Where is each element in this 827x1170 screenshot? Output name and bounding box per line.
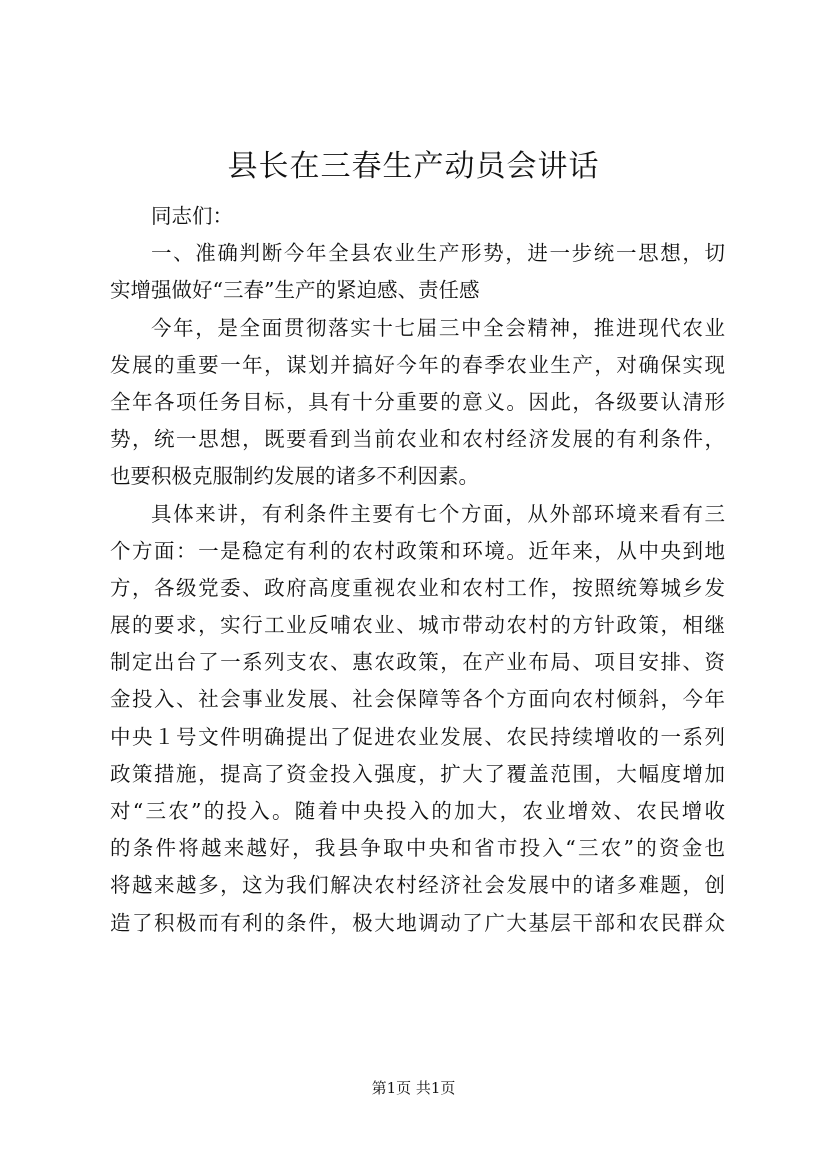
section-heading-line: 实增强做好“三春”生产的紧迫感、责任感 xyxy=(110,278,480,303)
paragraph-line: 个方面：一是稳定有利的农村政策和环境。近年来，从中央到地 xyxy=(110,538,725,563)
paragraph-line: 中央１号文件明确提出了促进农业发展、农民持续增收的一系列 xyxy=(110,724,725,749)
paragraph-line: 金投入、社会事业发展、社会保障等各个方面向农村倾斜，今年 xyxy=(110,687,725,712)
paragraph-line: 今年，是全面贯彻落实十七届三中全会精神，推进现代农业 xyxy=(151,315,725,340)
paragraph-line: 将越来越多，这为我们解决农村经济社会发展中的诸多难题，创 xyxy=(110,873,725,898)
paragraph-line: 的条件将越来越好，我县争取中央和省市投入“三农”的资金也 xyxy=(110,836,725,861)
document-body xyxy=(110,198,725,942)
paragraph-line: 具体来讲，有利条件主要有七个方面，从外部环境来看有三 xyxy=(151,501,725,526)
salutation-line: 同志们： xyxy=(151,204,233,228)
page-footer: 第1页 共1页 xyxy=(371,1079,456,1097)
paragraph-line: 方，各级党委、政府高度重视农业和农村工作，按照统筹城乡发 xyxy=(110,575,725,600)
paragraph-line: 造了积极而有利的条件，极大地调动了广大基层干部和农民群众 xyxy=(110,910,725,935)
section-heading-line: 一、准确判断今年全县农业生产形势，进一步统一思想，切 xyxy=(151,241,725,266)
paragraph-line: 政策措施，提高了资金投入强度，扩大了覆盖范围，大幅度增加 xyxy=(110,761,725,786)
paragraph-line: 势，统一思想，既要看到当前农业和农村经济发展的有利条件， xyxy=(110,427,725,452)
paragraph-line: 展的要求，实行工业反哺农业、城市带动农村的方针政策，相继 xyxy=(110,613,725,638)
paragraph-line: 发展的重要一年，谋划并搞好今年的春季农业生产，对确保实现 xyxy=(110,352,725,377)
document-title: 县长在三春生产动员会讲话 xyxy=(227,149,600,184)
paragraph-line: 全年各项任务目标，具有十分重要的意义。因此，各级要认清形 xyxy=(110,389,725,414)
paragraph-line: 也要积极克服制约发展的诸多不利因素。 xyxy=(110,464,479,489)
paragraph-line: 对“三农”的投入。随着中央投入的加大，农业增效、农民增收 xyxy=(110,799,725,823)
paragraph-line: 制定出台了一系列支农、惠农政策，在产业布局、项目安排、资 xyxy=(110,650,725,675)
